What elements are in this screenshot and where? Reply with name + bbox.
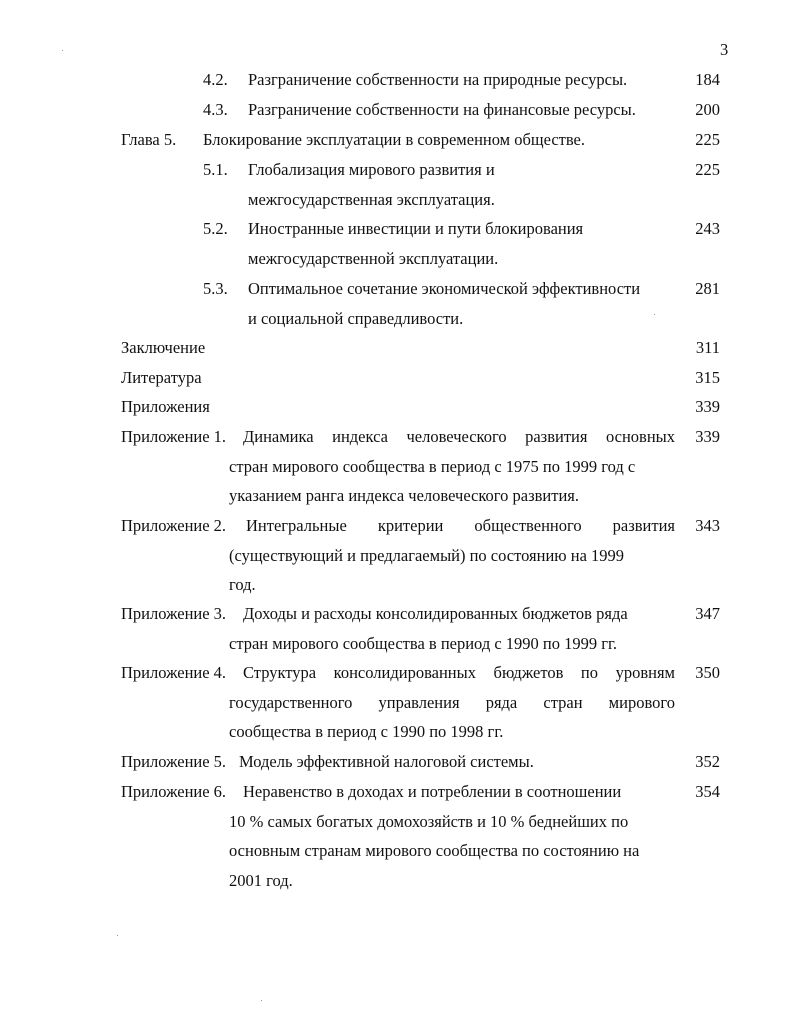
toc-entry-number: 5.3. bbox=[203, 279, 228, 298]
toc-entry-number: 4.3. bbox=[203, 100, 228, 119]
toc-entry-title: Блокирование эксплуатации в современном обществе. bbox=[203, 130, 585, 149]
toc-appendix-label: Приложение 2. bbox=[121, 516, 227, 535]
toc-entry-title-line: Интегральные критерии общественного развития bbox=[246, 516, 675, 535]
scan-speck bbox=[654, 314, 655, 315]
toc-entry-title-line: 2001 год. bbox=[229, 871, 293, 890]
toc-entry-page: 339 bbox=[695, 397, 720, 416]
toc-entry-page: 184 bbox=[695, 70, 720, 89]
toc-entry-number: 4.2. bbox=[203, 70, 228, 89]
toc-entry-page: 225 bbox=[695, 160, 720, 179]
toc-entry-title-line: сообщества в период с 1990 по 1998 гг. bbox=[229, 722, 504, 741]
toc-entry-title-line: основным странам мирового сообщества по состоянию на bbox=[229, 841, 640, 860]
toc-entry-title-line: указанием ранга индекса человеческого развития. bbox=[229, 486, 580, 505]
toc-entry-page: 347 bbox=[695, 604, 720, 623]
toc-entry-title-line: Глобализация мирового развития и bbox=[248, 160, 495, 179]
scan-speck bbox=[261, 1000, 262, 1001]
toc-entry-page: 281 bbox=[695, 279, 720, 298]
toc-entry-title-line: и социальной справедливости. bbox=[248, 309, 464, 328]
toc-entry-title-line: Динамика индекса человеческого развития основных bbox=[243, 427, 675, 446]
toc-entry-title: Разграничение собственности на природные ресурсы. bbox=[248, 70, 628, 89]
toc-entry-page: 350 bbox=[695, 663, 720, 682]
toc-entry-title-line: Неравенство в доходах и потреблении в соотношении bbox=[243, 782, 622, 801]
toc-entry-number: 5.1. bbox=[203, 160, 228, 179]
toc-entry-page: 354 bbox=[695, 782, 720, 801]
toc-entry-title: Разграничение собственности на финансовые ресурсы. bbox=[248, 100, 636, 119]
toc-chapter-label: Глава 5. bbox=[121, 130, 177, 149]
toc-entry-title-line: (существующий и предлагаемый) по состоянию на 1999 bbox=[229, 546, 625, 565]
toc-entry-title-line: стран мирового сообщества в период с 1990 по 1999 гг. bbox=[229, 634, 618, 653]
toc-entry-title-line: межгосударственной эксплуатации. bbox=[248, 249, 499, 268]
toc-appendix-label: Приложение 1. bbox=[121, 427, 227, 446]
toc-entry-title: Приложения bbox=[121, 397, 210, 416]
scan-speck bbox=[62, 50, 63, 51]
toc-entry-title-line: Структура консолидированных бюджетов по уровням bbox=[243, 663, 675, 682]
toc-entry-title-line: Иностранные инвестиции и пути блокирования bbox=[248, 219, 584, 238]
toc-entry-title-line: стран мирового сообщества в период с 1975 по 1999 год с bbox=[229, 457, 636, 476]
page-number: 3 bbox=[720, 40, 729, 59]
toc-entry-page: 343 bbox=[695, 516, 720, 535]
toc-entry-page: 200 bbox=[695, 100, 720, 119]
toc-entry-title-line: Доходы и расходы консолидированных бюджетов ряда bbox=[243, 604, 628, 623]
toc-entry-title-line: межгосударственная эксплуатация. bbox=[248, 190, 495, 209]
toc-entry-title-line: государственного управления ряда стран мирового bbox=[229, 693, 675, 712]
scan-speck bbox=[117, 935, 118, 936]
toc-appendix-label: Приложение 5. bbox=[121, 752, 227, 771]
toc-entry-title: Заключение bbox=[121, 338, 206, 357]
toc-entry-title-line: 10 % самых богатых домохозяйств и 10 % беднейших по bbox=[229, 812, 629, 831]
toc-appendix-label: Приложение 6. bbox=[121, 782, 227, 801]
toc-entry-number: 5.2. bbox=[203, 219, 228, 238]
toc-entry-title: Литература bbox=[121, 368, 202, 387]
toc-entry-page: 311 bbox=[695, 338, 720, 357]
toc-entry-title-line: Оптимальное сочетание экономической эффективности bbox=[248, 279, 641, 298]
toc-entry-page: 352 bbox=[695, 752, 720, 771]
toc-appendix-label: Приложение 3. bbox=[121, 604, 227, 623]
toc-appendix-label: Приложение 4. bbox=[121, 663, 227, 682]
toc-entry-title: Модель эффективной налоговой системы. bbox=[239, 752, 534, 771]
toc-entry-page: 339 bbox=[695, 427, 720, 446]
toc-entry-title-line: год. bbox=[229, 575, 256, 594]
toc-entry-page: 243 bbox=[695, 219, 720, 238]
toc-entry-page: 225 bbox=[695, 130, 720, 149]
toc-entry-page: 315 bbox=[695, 368, 720, 387]
